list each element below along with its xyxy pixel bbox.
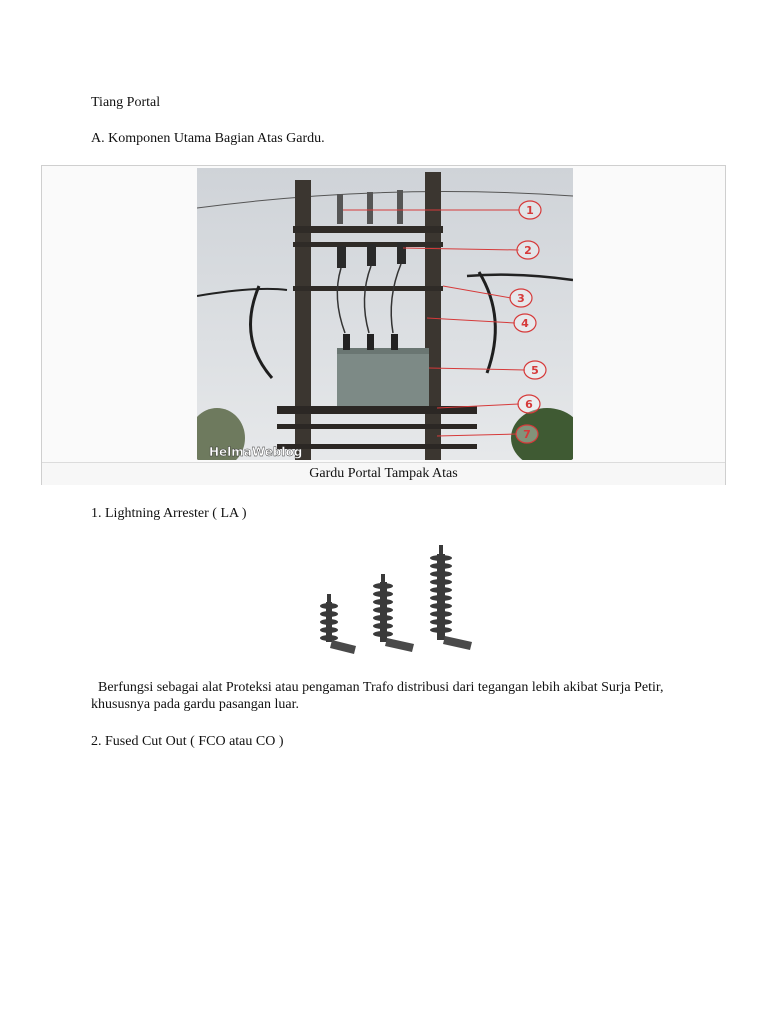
callout-5: 5 [531, 364, 539, 377]
callout-4: 4 [521, 317, 529, 330]
gardu-portal-illustration [197, 168, 573, 460]
lightning-arrester-description: Berfungsi sebagai alat Proteksi atau pengaman Trafo distribusi dari tegangan lebih akibat Surja Petir, khususnya pada gardu pasangan luar. [91, 680, 668, 712]
callout-7: 7 [523, 428, 531, 441]
lightning-arrester-image [310, 542, 478, 656]
figure-table [41, 165, 726, 485]
item-fused-cut-out-title: 2. Fused Cut Out ( FCO atau CO ) [91, 734, 284, 749]
item-lightning-arrester-title: 1. Lightning Arrester ( LA ) [91, 506, 247, 521]
callout-3: 3 [517, 292, 525, 305]
caption-row [42, 462, 725, 485]
lightning-arrester-illustration [310, 542, 478, 656]
section-title: A. Komponen Utama Bagian Atas Gardu. [91, 131, 325, 146]
gardu-portal-photo [197, 168, 573, 460]
callout-2: 2 [524, 244, 532, 257]
callout-1: 1 [526, 204, 534, 217]
watermark: HelmaWeblog [209, 445, 303, 459]
page-heading: Tiang Portal [91, 95, 161, 110]
figure-caption: Gardu Portal Tampak Atas [309, 466, 458, 481]
callout-6: 6 [525, 398, 533, 411]
